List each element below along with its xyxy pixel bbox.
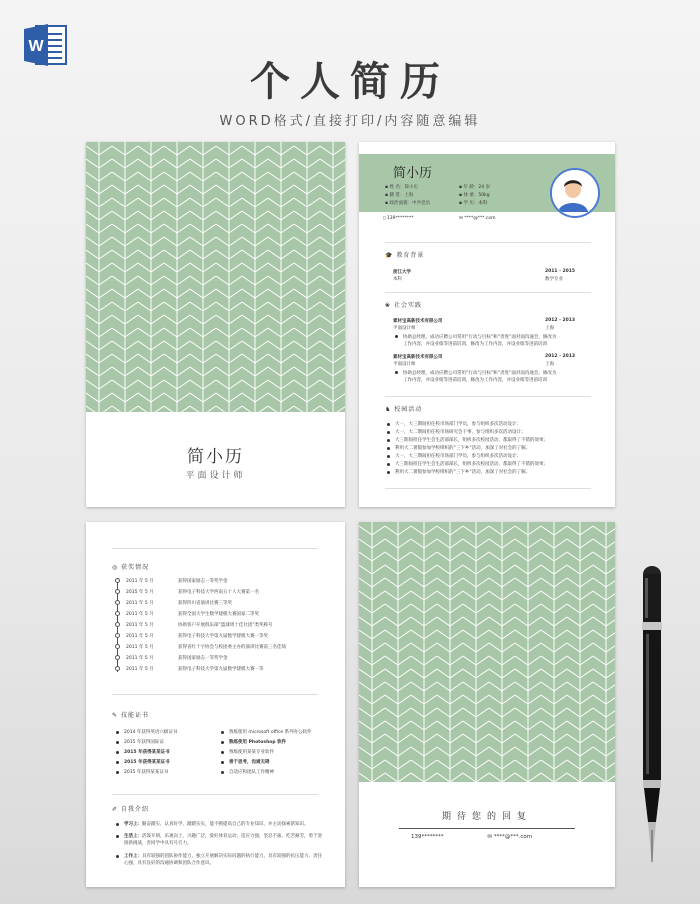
award-date: 2011 年 5 月: [126, 667, 154, 672]
practice-heading: ❀ 社会实践: [385, 302, 422, 309]
graduation-cap-icon: 🎓: [385, 252, 397, 259]
page-subtitle: WORD格式/直接打印/内容随意编辑: [219, 114, 481, 129]
bullet: [116, 835, 119, 838]
edu-period: 2011 - 2015: [545, 269, 576, 274]
practice-company: 素材宝高新技术有限公司: [393, 319, 443, 324]
practice-role: 平面设计师: [393, 362, 416, 367]
cover-page: [86, 142, 345, 507]
avatar: [550, 168, 600, 218]
award-text: 获得省红十字协会与校团委主办的演讲比赛前三名佳绩: [178, 645, 286, 650]
mail-icon: ✉: [487, 834, 494, 840]
info-hometown: ▪ 籍 贯：上海: [385, 193, 414, 198]
practice-period: 2012 - 2013: [545, 354, 576, 359]
award-date: 2011 年 5 月: [126, 612, 154, 617]
practice-desc: 协助总经理，成功应聘公司常用“行动与目标”和“责进”面对面沟通会，修改为: [403, 335, 557, 340]
bullet: [221, 731, 224, 734]
self-intro-item: 生活上：活泼开朗，乐观向上，兴趣广泛，爱好体育运动；适应力强，坚忍不拔，吃苦耐劳，勇于迎接新挑战，善同学中具有号召力。: [124, 834, 322, 846]
self-intro-heading: ✐ 自我介绍: [112, 806, 149, 813]
award-date: 2015 年 5 月: [126, 590, 154, 595]
info-politics: ▪ 政治面貌：中共党员: [385, 201, 430, 206]
bullet: [387, 455, 390, 458]
cover-job-title: 平面设计师: [185, 471, 246, 481]
campus-item: 大一，大二期间担任校市场研究会干事，参与组织多次活动设计；: [395, 430, 526, 435]
practice-period: 2012 - 2013: [545, 318, 576, 323]
info-degree: ▪ 学 历：本科: [459, 201, 488, 206]
timeline-dot: [115, 633, 120, 638]
awards-heading: ◎ 获奖情况: [112, 564, 150, 571]
bullet: [116, 731, 119, 734]
award-text: 协助客户开展俱乐部“篮球周十佳社团”类奖称号: [178, 623, 273, 628]
timeline-dot: [115, 600, 120, 605]
skill-left: 2015 年获得国际证: [124, 740, 164, 745]
leaf-icon: ❀: [385, 302, 394, 309]
award-date: 2011 年 5 月: [126, 634, 154, 639]
divider: [385, 292, 591, 293]
timeline-dot: [115, 589, 120, 594]
award-text: 获得电子科技大学第九届数学建模大赛一等奖: [178, 634, 268, 639]
resume-name: 简小历: [393, 166, 433, 181]
bullet: [395, 371, 398, 374]
campus-heading: ♞ 校园活动: [385, 406, 423, 413]
pencil-icon: ✐: [112, 806, 121, 813]
skill-right: 善于思考，沟通无碍: [229, 760, 270, 765]
timeline-dot: [115, 622, 120, 627]
page-title: 个人简历: [250, 59, 450, 105]
resume-page: [359, 142, 615, 507]
divider: [385, 242, 591, 243]
award-date: 2011 年 5 月: [126, 601, 154, 606]
herringbone-pattern: [359, 522, 615, 782]
word-icon-letter: W: [28, 38, 44, 55]
bullet: [221, 751, 224, 754]
contact-phone: ▯ 139********: [383, 216, 414, 221]
skill-left: 2015 年获得某某证书: [124, 750, 170, 755]
award-text: 获得电子科技大学西南五十人大赛第一名: [178, 590, 259, 595]
bullet: [387, 471, 390, 474]
phone-icon: ▯: [383, 216, 387, 221]
bullet: [387, 439, 390, 442]
practice-desc: 工作内容，并设业绩等进前培训，修改为工作内容，并设业绩等进前培训: [403, 378, 547, 383]
practice-city: 上海: [545, 362, 554, 367]
award-date: 2011 年 5 月: [126, 645, 154, 650]
award-text: 获得全国大学生数学建模大赛国家二等奖: [178, 612, 259, 617]
skill-left: 2015 年获得某某证书: [124, 760, 170, 765]
medal-icon: ◎: [112, 564, 122, 571]
award-date: 2011 年 5 月: [126, 656, 154, 661]
divider: [112, 548, 318, 549]
divider: [399, 828, 575, 829]
practice-role: 平面设计师: [393, 326, 416, 331]
herringbone-pattern: [86, 142, 345, 412]
award-date: 2011 年 5 月: [126, 579, 154, 584]
practice-desc: 协助总经理，成功应聘公司常用“行动与目标”和“责进”面对面沟通会，修改为: [403, 371, 557, 376]
bullet: [221, 771, 224, 774]
divider: [112, 694, 318, 695]
timeline-dot: [115, 666, 120, 671]
edu-school: 浙江大学: [393, 270, 411, 275]
timeline-dot: [115, 655, 120, 660]
bullet: [387, 431, 390, 434]
education-heading: 🎓 教育背景: [385, 252, 425, 259]
calendar-icon: ▪: [459, 185, 464, 190]
closing-thanks: 期待您的回复: [441, 812, 532, 822]
info-age: ▪ 年 龄：24 岁: [459, 185, 491, 190]
flag-icon: ▪: [385, 201, 390, 206]
award-text: 获得四川省演讲比赛三等奖: [178, 601, 232, 606]
divider: [112, 794, 318, 795]
practice-desc: 工作内容，并设业绩等进前培训，修改为工作内容，并设业绩等进前培训: [403, 342, 547, 347]
campus-item: 大三期间担任学生会生活部部长，组织多次校园活动，都取得了不错的效果；: [395, 462, 548, 467]
closing-contact: 139******** ✉ ****@***.com: [411, 834, 533, 840]
edu-degree: 本科: [393, 277, 402, 282]
user-icon: ▪: [385, 185, 390, 190]
skills-heading: ✎ 技能证书: [112, 712, 149, 719]
bullet: [387, 463, 390, 466]
skill-left: 2014 年获得英语六级证书: [124, 730, 178, 735]
award-text: 获得国家励志一等奖学金: [178, 579, 228, 584]
closing-page: [359, 522, 615, 887]
bullet: [221, 741, 224, 744]
campus-item: 利用大二暑假参加学校组织的“三下乡”活动，加深了对社会的了解。: [395, 446, 531, 451]
timeline-dot: [115, 611, 120, 616]
skill-right: 自适应和团队工作精神: [229, 770, 274, 775]
bullet: [221, 761, 224, 764]
campus-item: 利用大二暑假参加学校组织的“三下乡”活动，加深了对社会的了解。: [395, 470, 531, 475]
award-date: 2011 年 5 月: [126, 623, 154, 628]
pen-illustration: [632, 560, 672, 880]
bullet: [116, 761, 119, 764]
trophy-icon: ♞: [385, 406, 395, 413]
bullet: [116, 741, 119, 744]
award-text: 获得电子科技大学第九届数学建模大赛一等: [178, 667, 264, 672]
bullet: [116, 855, 119, 858]
bullet: [387, 447, 390, 450]
bullet: [395, 335, 398, 338]
pen-icon: ✎: [112, 712, 121, 719]
skill-right: 熟练使用 Photoshop 软件: [229, 740, 287, 745]
practice-city: 上海: [545, 326, 554, 331]
practice-company: 素材宝高新技术有限公司: [393, 355, 443, 360]
resume-page-2: [86, 522, 345, 887]
bullet: [116, 823, 119, 826]
heart-icon: ▪: [459, 193, 464, 198]
info-weight: ▪ 体 重：50kg: [459, 193, 490, 198]
timeline-dot: [115, 644, 120, 649]
school-icon: ▪: [459, 201, 464, 206]
divider: [385, 396, 591, 397]
bullet: [116, 771, 119, 774]
campus-item: 大一，大三期间担任校市场部门学员，参与组织多次活动设计；: [395, 454, 521, 459]
timeline-dot: [115, 578, 120, 583]
divider: [385, 488, 591, 489]
contact-email: ✉ ****@***.com: [459, 216, 496, 221]
bullet: [116, 751, 119, 754]
home-icon: ▪: [385, 193, 390, 198]
campus-item: 大三期间担任学生会生活部部长，组织多次校园活动，都取得了不错的效果；: [395, 438, 548, 443]
self-intro-item: 学习上：勤奋踏实，认真好学，踏踏实实，能不断提高自己的专业知识，并主动探索新知识。: [124, 822, 309, 827]
mail-icon: ✉: [459, 216, 465, 221]
cover-name: 简小历: [187, 447, 244, 467]
edu-major: 数学专业: [545, 277, 563, 282]
info-name: ▪ 姓 名：简小历: [385, 185, 418, 190]
award-text: 获得国家励志一等奖学金: [178, 656, 228, 661]
bullet: [387, 423, 390, 426]
skill-right: 熟练使用某某专业软件: [229, 750, 274, 755]
self-intro-item: 工作上：具有较强的团队协作能力，独立开展解决实际问题的执行能力，具有较强的抗压能力、责任心强，具有良好的沟通协调和团队合作意识。: [124, 854, 322, 866]
skill-right: 熟练使用 microsoft office 系列办公软件: [229, 730, 312, 735]
campus-item: 大一，大三期间担任校市场部门学员，参与组织多次活动设计；: [395, 422, 521, 427]
skill-left: 2015 年获得某某证书: [124, 770, 169, 775]
